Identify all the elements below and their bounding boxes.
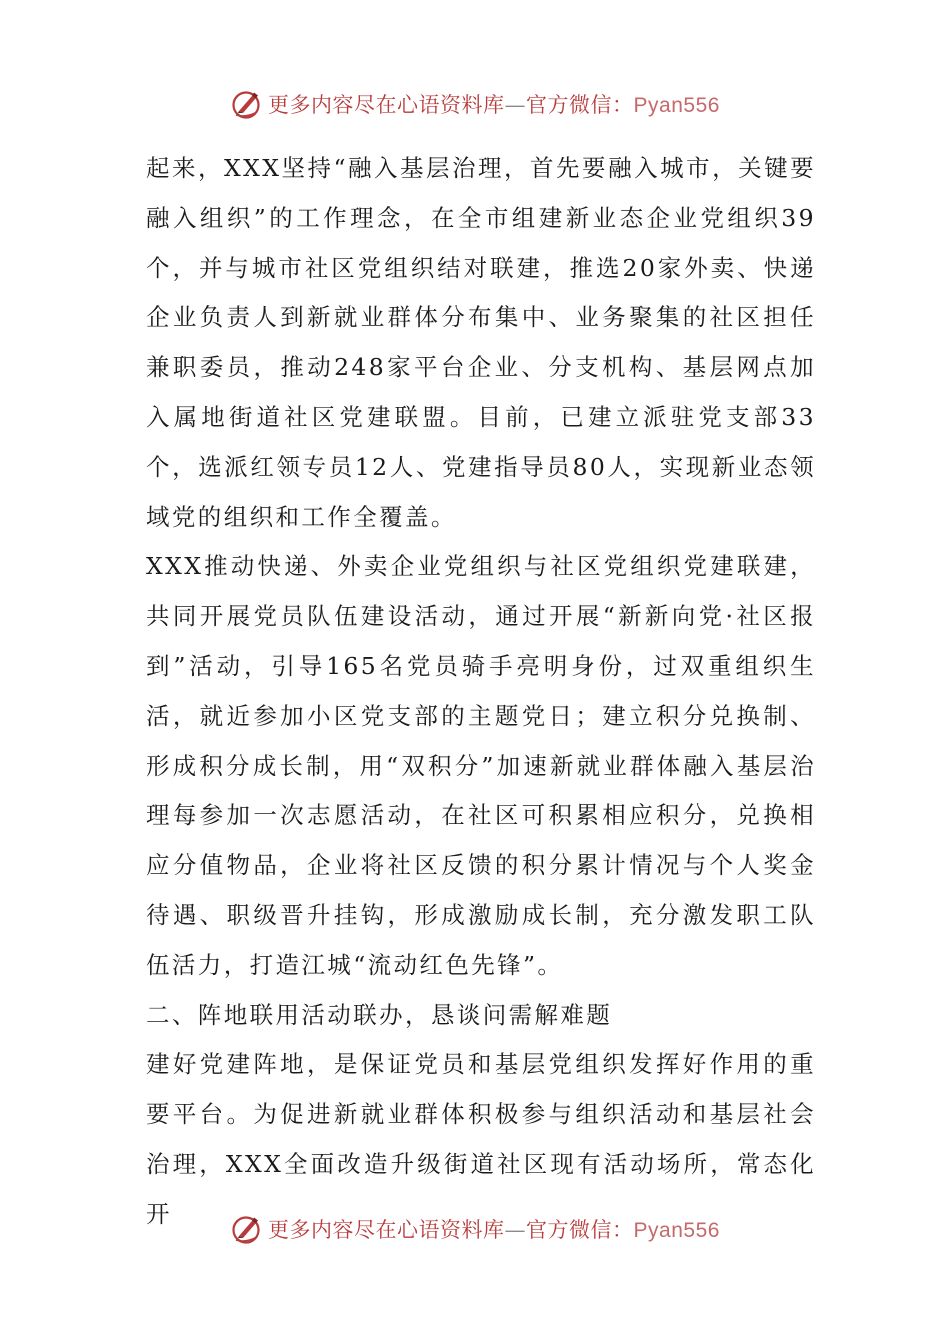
watermark-channel: 官方微信： [526, 93, 634, 117]
watermark-text [268, 89, 720, 119]
watermark-separator: — [504, 93, 527, 117]
writing-hand-logo-icon [230, 1212, 264, 1246]
section-heading: 二、阵地联用活动联办，恳谈问需解难题 [146, 1000, 613, 1029]
watermark-group [230, 1212, 720, 1246]
writing-hand-logo-icon [230, 87, 264, 121]
watermark-separator: — [504, 1218, 527, 1242]
watermark-text [268, 1214, 720, 1244]
footer-watermark [0, 1209, 950, 1249]
watermark-group [230, 87, 720, 121]
watermark-brand: 更多内容尽在心语资料库 [268, 1218, 505, 1242]
paragraph-3: 建好党建阵地，是保证党员和基层党组织发挥好作用的重要平台。为促进新就业群体积极参与组织活动和基层社会治理，XXX全面改造升级街道社区现有活动场所，常态化开 [146, 1050, 816, 1228]
paragraph-2: XXX推动快递、外卖企业党组织与社区党组织党建联建，共同开展党员队伍建设活动，通过开展“新新向党·社区报到”活动，引导165名党员骑手亮明身份，过双重组织生活，就近参加小区党支部的主题党日；建立积分兑换制、形成积分成长制，用“双积分”加速新就业群体融入基层治理每参加一次志愿活动，在社区可积累相应积分，兑换相应分值物品，企业将社区反馈的积分累计情况与个人奖金待遇、职级晋升挂钩，形成激励成长制，充分激发职工队伍活力，打造江城“流动红色先锋”。 [146, 552, 816, 979]
watermark-brand: 更多内容尽在心语资料库 [268, 93, 505, 117]
paragraph-1: 起来，XXX坚持“融入基层治理，首先要融入城市，关键要融入组织”的工作理念，在全市组建新业态企业党组织39个，并与城市社区党组织结对联建，推选20家外卖、快递企业负责人到新就业群体分布集中、业务聚集的社区担任兼职委员，推动248家平台企业、分支机构、基层网点加入属地街道社区党建联盟。目前，已建立派驻党支部33个，选派红领专员12人、党建指导员80人，实现新业态领域党的组织和工作全覆盖。 [146, 154, 816, 531]
header-watermark [0, 84, 950, 124]
watermark-account-id: Pyan556 [633, 94, 720, 117]
document-body [146, 144, 816, 1240]
watermark-channel: 官方微信： [526, 1218, 634, 1242]
watermark-account-id: Pyan556 [633, 1219, 720, 1242]
